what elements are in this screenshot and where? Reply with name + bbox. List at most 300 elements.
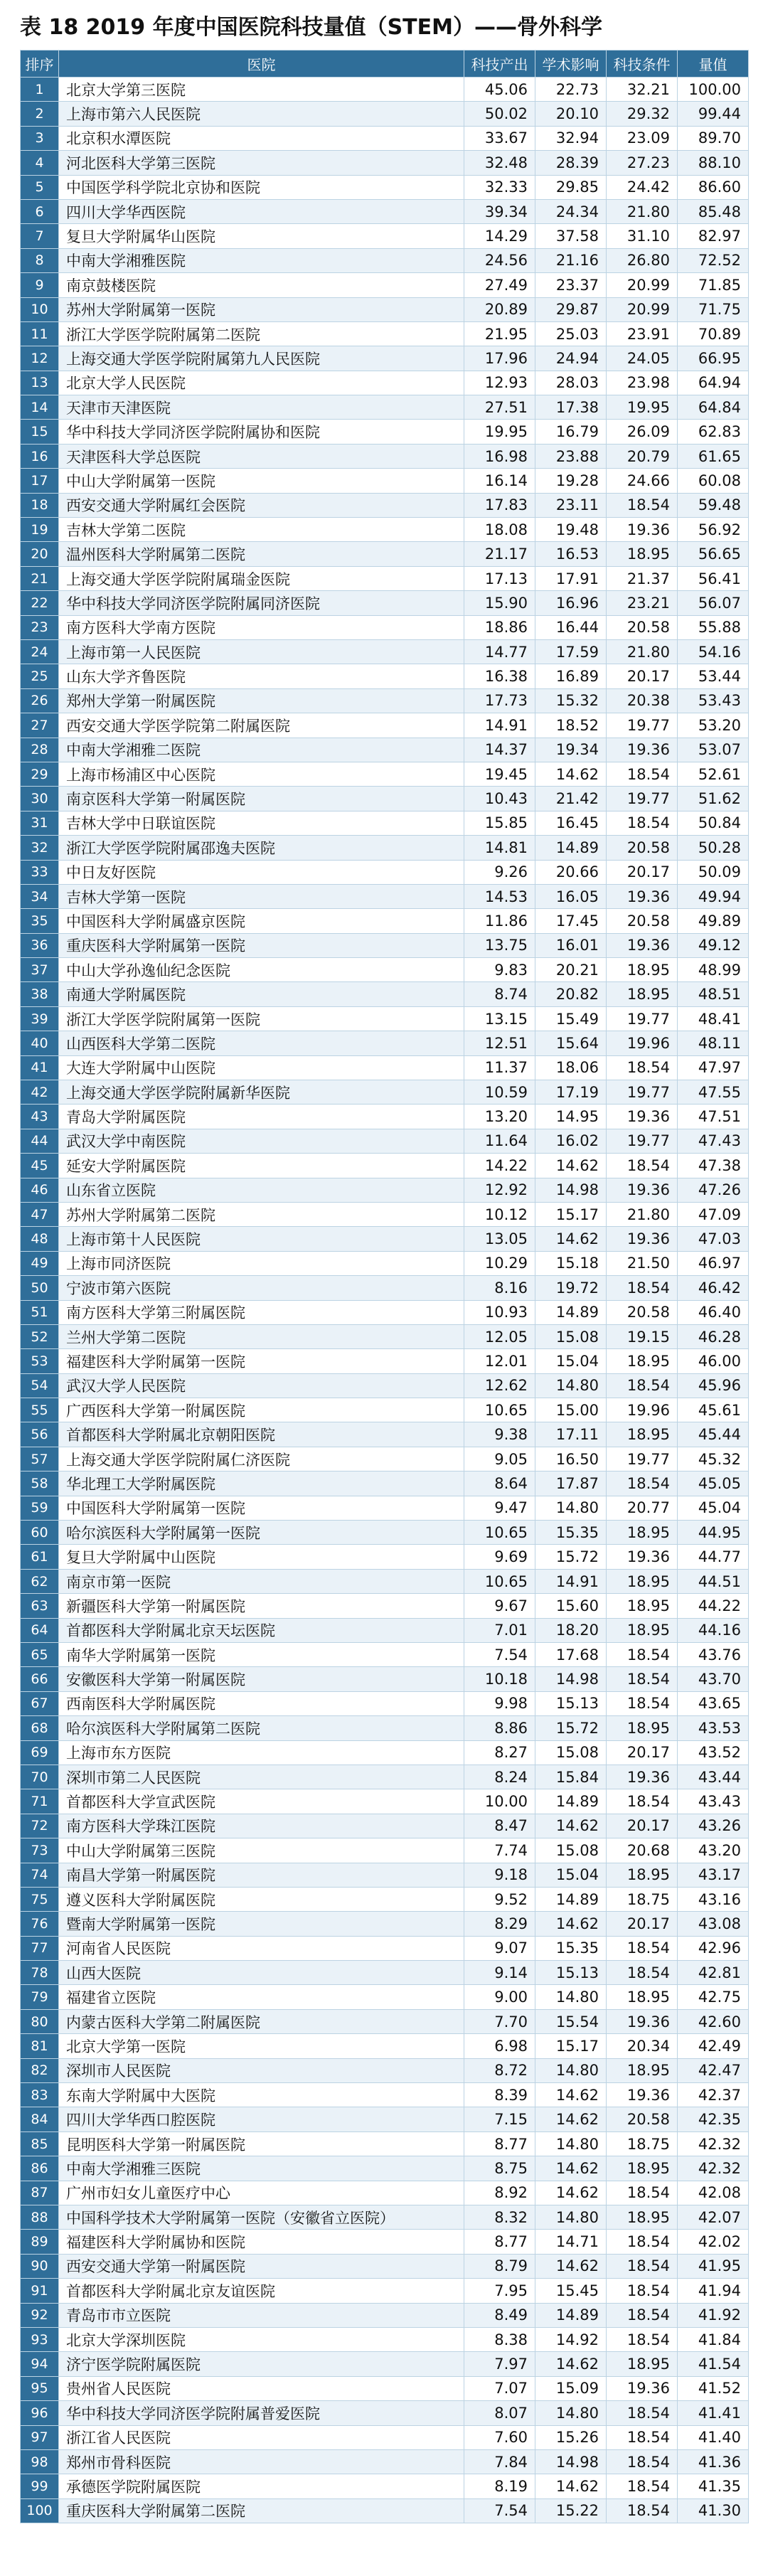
output-cell: 12.62 <box>464 1373 535 1398</box>
condition-cell: 18.54 <box>607 1643 678 1667</box>
rank-cell: 59 <box>21 1496 59 1520</box>
rank-cell: 49 <box>21 1251 59 1275</box>
condition-cell: 20.68 <box>607 1838 678 1863</box>
hospital-cell: 南方医科大学南方医院 <box>59 615 464 639</box>
hospital-cell: 西南医科大学附属医院 <box>59 1691 464 1715</box>
hospital-cell: 深圳市人民医院 <box>59 2058 464 2082</box>
rank-cell: 83 <box>21 2083 59 2107</box>
rank-cell: 2 <box>21 102 59 126</box>
output-cell: 10.65 <box>464 1521 535 1545</box>
hospital-cell: 重庆医科大学附属第二医院 <box>59 2498 464 2523</box>
impact-cell: 15.08 <box>535 1740 607 1765</box>
impact-cell: 25.03 <box>535 321 607 346</box>
hospital-cell: 青岛大学附属医院 <box>59 1105 464 1129</box>
output-cell: 7.54 <box>464 2498 535 2523</box>
condition-cell: 20.58 <box>607 615 678 639</box>
condition-cell: 18.54 <box>607 2449 678 2474</box>
table-row <box>21 175 749 199</box>
table-row <box>21 2181 749 2205</box>
table-row <box>21 1765 749 1789</box>
hospital-cell: 吉林大学第二医院 <box>59 518 464 542</box>
score-cell: 41.54 <box>678 2352 749 2376</box>
output-cell: 17.96 <box>464 346 535 371</box>
impact-cell: 14.89 <box>535 836 607 860</box>
output-cell: 12.01 <box>464 1349 535 1373</box>
score-cell: 51.62 <box>678 787 749 811</box>
hospital-cell: 浙江省人民医院 <box>59 2425 464 2449</box>
rank-cell: 18 <box>21 493 59 517</box>
table-row <box>21 1422 749 1447</box>
score-cell: 49.89 <box>678 909 749 933</box>
hospital-cell: 上海市东方医院 <box>59 1740 464 1765</box>
rank-cell: 76 <box>21 1912 59 1936</box>
score-cell: 49.94 <box>678 884 749 908</box>
output-cell: 27.51 <box>464 395 535 420</box>
impact-cell: 19.48 <box>535 518 607 542</box>
condition-cell: 23.98 <box>607 371 678 395</box>
rank-cell: 10 <box>21 297 59 321</box>
hospital-cell: 北京大学人民医院 <box>59 371 464 395</box>
score-cell: 46.40 <box>678 1300 749 1324</box>
table-row <box>21 1373 749 1398</box>
impact-cell: 15.18 <box>535 1251 607 1275</box>
output-cell: 20.89 <box>464 297 535 321</box>
score-cell: 41.35 <box>678 2474 749 2498</box>
output-cell: 14.91 <box>464 713 535 738</box>
table-row <box>21 469 749 493</box>
hospital-cell: 中南大学湘雅二医院 <box>59 738 464 762</box>
output-cell: 8.49 <box>464 2303 535 2327</box>
output-cell: 7.74 <box>464 1838 535 1863</box>
rank-cell: 37 <box>21 958 59 982</box>
score-cell: 53.20 <box>678 713 749 738</box>
rank-cell: 80 <box>21 2009 59 2033</box>
table-row <box>21 518 749 542</box>
output-cell: 32.48 <box>464 151 535 175</box>
score-cell: 85.48 <box>678 199 749 223</box>
score-cell: 45.32 <box>678 1447 749 1471</box>
output-cell: 10.29 <box>464 1251 535 1275</box>
rank-cell: 7 <box>21 224 59 248</box>
output-cell: 8.64 <box>464 1471 535 1496</box>
output-cell: 9.14 <box>464 1961 535 1985</box>
score-cell: 54.16 <box>678 639 749 664</box>
rank-cell: 77 <box>21 1936 59 1960</box>
output-cell: 6.98 <box>464 2034 535 2058</box>
condition-cell: 20.17 <box>607 1814 678 1838</box>
condition-cell: 18.95 <box>607 1569 678 1593</box>
table-row <box>21 2107 749 2131</box>
ranking-table <box>20 50 749 2523</box>
score-cell: 64.94 <box>678 371 749 395</box>
rank-cell: 78 <box>21 1961 59 1985</box>
score-cell: 46.00 <box>678 1349 749 1373</box>
table-row <box>21 1618 749 1642</box>
rank-cell: 19 <box>21 518 59 542</box>
output-cell: 9.00 <box>464 1985 535 2009</box>
condition-cell: 20.58 <box>607 836 678 860</box>
rank-cell: 39 <box>21 1006 59 1031</box>
table-row <box>21 566 749 590</box>
output-cell: 12.92 <box>464 1178 535 1202</box>
score-cell: 47.26 <box>678 1178 749 1202</box>
hospital-cell: 华中科技大学同济医学院附属普爱医院 <box>59 2401 464 2425</box>
condition-cell: 19.36 <box>607 933 678 957</box>
rank-cell: 45 <box>21 1154 59 1178</box>
score-cell: 47.38 <box>678 1154 749 1178</box>
hospital-cell: 内蒙古医科大学第二附属医院 <box>59 2009 464 2033</box>
output-cell: 14.77 <box>464 639 535 664</box>
hospital-cell: 山东省立医院 <box>59 1178 464 1202</box>
table-row <box>21 248 749 272</box>
condition-cell: 18.54 <box>607 1055 678 1080</box>
condition-cell: 18.95 <box>607 982 678 1006</box>
output-cell: 7.97 <box>464 2352 535 2376</box>
output-cell: 14.37 <box>464 738 535 762</box>
condition-cell: 18.95 <box>607 958 678 982</box>
impact-cell: 16.45 <box>535 811 607 835</box>
score-cell: 43.08 <box>678 1912 749 1936</box>
condition-cell: 18.95 <box>607 1521 678 1545</box>
rank-cell: 15 <box>21 420 59 444</box>
condition-cell: 21.80 <box>607 639 678 664</box>
rank-cell: 25 <box>21 664 59 688</box>
table-row <box>21 1055 749 1080</box>
hospital-cell: 首都医科大学宣武医院 <box>59 1789 464 1814</box>
score-cell: 41.52 <box>678 2376 749 2400</box>
impact-cell: 14.62 <box>535 2181 607 2205</box>
impact-cell: 15.64 <box>535 1031 607 1055</box>
table-row <box>21 371 749 395</box>
table-row <box>21 444 749 468</box>
impact-cell: 24.94 <box>535 346 607 371</box>
hospital-cell: 中国医科大学附属第一医院 <box>59 1496 464 1520</box>
output-cell: 8.27 <box>464 1740 535 1765</box>
score-cell: 53.07 <box>678 738 749 762</box>
rank-cell: 100 <box>21 2498 59 2523</box>
score-cell: 71.75 <box>678 297 749 321</box>
score-cell: 49.12 <box>678 933 749 957</box>
score-cell: 41.84 <box>678 2327 749 2351</box>
condition-cell: 19.77 <box>607 787 678 811</box>
impact-cell: 14.89 <box>535 1789 607 1814</box>
rank-cell: 22 <box>21 591 59 615</box>
impact-cell: 16.44 <box>535 615 607 639</box>
rank-cell: 51 <box>21 1300 59 1324</box>
output-cell: 24.56 <box>464 248 535 272</box>
output-cell: 8.75 <box>464 2156 535 2181</box>
output-cell: 11.37 <box>464 1055 535 1080</box>
hospital-cell: 北京积水潭医院 <box>59 126 464 150</box>
output-cell: 11.86 <box>464 909 535 933</box>
score-cell: 53.44 <box>678 664 749 688</box>
score-cell: 86.60 <box>678 175 749 199</box>
output-cell: 9.52 <box>464 1887 535 1911</box>
rank-cell: 36 <box>21 933 59 957</box>
impact-cell: 14.62 <box>535 1814 607 1838</box>
rank-cell: 54 <box>21 1373 59 1398</box>
rank-cell: 65 <box>21 1643 59 1667</box>
score-cell: 47.43 <box>678 1129 749 1153</box>
hospital-cell: 哈尔滨医科大学附属第一医院 <box>59 1521 464 1545</box>
impact-cell: 15.17 <box>535 1202 607 1226</box>
condition-cell: 23.09 <box>607 126 678 150</box>
impact-cell: 20.10 <box>535 102 607 126</box>
condition-cell: 18.54 <box>607 493 678 517</box>
rank-cell: 23 <box>21 615 59 639</box>
impact-cell: 14.80 <box>535 1496 607 1520</box>
rank-cell: 20 <box>21 542 59 566</box>
impact-cell: 22.73 <box>535 78 607 102</box>
hospital-cell: 南通大学附属医院 <box>59 982 464 1006</box>
impact-cell: 16.53 <box>535 542 607 566</box>
impact-cell: 15.72 <box>535 1545 607 1569</box>
hospital-cell: 天津医科大学总医院 <box>59 444 464 468</box>
table-row <box>21 1006 749 1031</box>
impact-cell: 14.91 <box>535 1569 607 1593</box>
output-cell: 32.33 <box>464 175 535 199</box>
hospital-cell: 中国医科大学附属盛京医院 <box>59 909 464 933</box>
hospital-cell: 深圳市第二人民医院 <box>59 1765 464 1789</box>
score-cell: 52.61 <box>678 762 749 786</box>
condition-cell: 18.54 <box>607 1961 678 1985</box>
table-row <box>21 1985 749 2009</box>
rank-cell: 21 <box>21 566 59 590</box>
table-row <box>21 1471 749 1496</box>
condition-cell: 19.95 <box>607 395 678 420</box>
table-row <box>21 1300 749 1324</box>
hospital-cell: 温州医科大学附属第二医院 <box>59 542 464 566</box>
table-row <box>21 1496 749 1520</box>
table-row <box>21 982 749 1006</box>
hospital-cell: 复旦大学附属中山医院 <box>59 1545 464 1569</box>
condition-cell: 18.54 <box>607 2181 678 2205</box>
table-row <box>21 1863 749 1887</box>
impact-cell: 14.80 <box>535 2205 607 2229</box>
output-cell: 8.32 <box>464 2205 535 2229</box>
hospital-cell: 山西大医院 <box>59 1961 464 1985</box>
impact-cell: 14.89 <box>535 1300 607 1324</box>
condition-cell: 20.58 <box>607 1300 678 1324</box>
score-cell: 47.03 <box>678 1227 749 1251</box>
rank-cell: 69 <box>21 1740 59 1765</box>
score-cell: 42.47 <box>678 2058 749 2082</box>
impact-cell: 15.45 <box>535 2279 607 2303</box>
rank-cell: 24 <box>21 639 59 664</box>
table-row <box>21 2009 749 2033</box>
table-row <box>21 1105 749 1129</box>
hospital-cell: 中日友好医院 <box>59 860 464 884</box>
score-cell: 89.70 <box>678 126 749 150</box>
rank-cell: 71 <box>21 1789 59 1814</box>
condition-cell: 18.54 <box>607 2303 678 2327</box>
table-row <box>21 1545 749 1569</box>
impact-cell: 15.04 <box>535 1863 607 1887</box>
output-cell: 33.67 <box>464 126 535 150</box>
condition-cell: 19.77 <box>607 713 678 738</box>
score-cell: 45.05 <box>678 1471 749 1496</box>
table-row <box>21 1838 749 1863</box>
rank-cell: 52 <box>21 1324 59 1348</box>
output-cell: 9.47 <box>464 1496 535 1520</box>
hospital-cell: 郑州大学第一附属医院 <box>59 688 464 713</box>
table-row <box>21 2058 749 2082</box>
output-cell: 8.79 <box>464 2254 535 2278</box>
impact-cell: 14.62 <box>535 1912 607 1936</box>
output-cell: 7.70 <box>464 2009 535 2033</box>
table-row <box>21 811 749 835</box>
hospital-cell: 中国医学科学院北京协和医院 <box>59 175 464 199</box>
table-row <box>21 542 749 566</box>
condition-cell: 18.54 <box>607 1667 678 1691</box>
table-row <box>21 224 749 248</box>
output-cell: 8.39 <box>464 2083 535 2107</box>
hospital-cell: 中山大学附属第三医院 <box>59 1838 464 1863</box>
score-cell: 41.41 <box>678 2401 749 2425</box>
impact-cell: 23.88 <box>535 444 607 468</box>
score-cell: 44.95 <box>678 1521 749 1545</box>
score-cell: 42.49 <box>678 2034 749 2058</box>
score-cell: 45.44 <box>678 1422 749 1447</box>
condition-cell: 19.36 <box>607 884 678 908</box>
table-row <box>21 1740 749 1765</box>
condition-cell: 18.95 <box>607 1863 678 1887</box>
condition-cell: 20.34 <box>607 2034 678 2058</box>
score-cell: 46.42 <box>678 1276 749 1300</box>
score-cell: 61.65 <box>678 444 749 468</box>
rank-cell: 11 <box>21 321 59 346</box>
output-cell: 12.05 <box>464 1324 535 1348</box>
rank-cell: 64 <box>21 1618 59 1642</box>
output-cell: 10.65 <box>464 1569 535 1593</box>
output-cell: 9.83 <box>464 958 535 982</box>
output-cell: 8.38 <box>464 2327 535 2351</box>
table-row <box>21 1594 749 1618</box>
condition-cell: 20.17 <box>607 664 678 688</box>
table-row <box>21 1251 749 1275</box>
header-score: 量值 <box>678 50 749 78</box>
output-cell: 15.85 <box>464 811 535 835</box>
impact-cell: 18.52 <box>535 713 607 738</box>
rank-cell: 62 <box>21 1569 59 1593</box>
table-row <box>21 151 749 175</box>
table-row <box>21 1227 749 1251</box>
score-cell: 43.76 <box>678 1643 749 1667</box>
impact-cell: 17.59 <box>535 639 607 664</box>
output-cell: 14.81 <box>464 836 535 860</box>
condition-cell: 18.95 <box>607 1716 678 1740</box>
score-cell: 43.17 <box>678 1863 749 1887</box>
rank-cell: 8 <box>21 248 59 272</box>
hospital-cell: 四川大学华西医院 <box>59 199 464 223</box>
hospital-cell: 山西医科大学第二医院 <box>59 1031 464 1055</box>
score-cell: 47.51 <box>678 1105 749 1129</box>
hospital-cell: 北京大学第一医院 <box>59 2034 464 2058</box>
condition-cell: 26.80 <box>607 248 678 272</box>
table-row <box>21 2156 749 2181</box>
rank-cell: 47 <box>21 1202 59 1226</box>
hospital-cell: 华北理工大学附属医院 <box>59 1471 464 1496</box>
output-cell: 9.18 <box>464 1863 535 1887</box>
rank-cell: 68 <box>21 1716 59 1740</box>
hospital-cell: 华中科技大学同济医学院附属同济医院 <box>59 591 464 615</box>
score-cell: 55.88 <box>678 615 749 639</box>
output-cell: 11.64 <box>464 1129 535 1153</box>
hospital-cell: 兰州大学第二医院 <box>59 1324 464 1348</box>
output-cell: 10.12 <box>464 1202 535 1226</box>
hospital-cell: 浙江大学医学院附属邵逸夫医院 <box>59 836 464 860</box>
score-cell: 56.41 <box>678 566 749 590</box>
rank-cell: 33 <box>21 860 59 884</box>
hospital-cell: 南京鼓楼医院 <box>59 273 464 297</box>
hospital-cell: 武汉大学中南医院 <box>59 1129 464 1153</box>
output-cell: 21.95 <box>464 321 535 346</box>
table-row <box>21 1936 749 1960</box>
output-cell: 7.95 <box>464 2279 535 2303</box>
hospital-cell: 上海交通大学医学院附属瑞金医院 <box>59 566 464 590</box>
table-row <box>21 1178 749 1202</box>
rank-cell: 82 <box>21 2058 59 2082</box>
rank-cell: 32 <box>21 836 59 860</box>
table-row <box>21 2498 749 2523</box>
hospital-cell: 首都医科大学附属北京友谊医院 <box>59 2279 464 2303</box>
rank-cell: 50 <box>21 1276 59 1300</box>
impact-cell: 15.60 <box>535 1594 607 1618</box>
score-cell: 56.65 <box>678 542 749 566</box>
output-cell: 8.77 <box>464 2131 535 2156</box>
condition-cell: 19.36 <box>607 1765 678 1789</box>
rank-cell: 63 <box>21 1594 59 1618</box>
score-cell: 43.52 <box>678 1740 749 1765</box>
condition-cell: 19.36 <box>607 1178 678 1202</box>
table-row <box>21 199 749 223</box>
output-cell: 13.75 <box>464 933 535 957</box>
impact-cell: 14.62 <box>535 2254 607 2278</box>
rank-cell: 93 <box>21 2327 59 2351</box>
output-cell: 9.98 <box>464 1691 535 1715</box>
impact-cell: 24.34 <box>535 199 607 223</box>
output-cell: 19.95 <box>464 420 535 444</box>
rank-cell: 79 <box>21 1985 59 2009</box>
rank-cell: 86 <box>21 2156 59 2181</box>
condition-cell: 18.95 <box>607 1985 678 2009</box>
rank-cell: 13 <box>21 371 59 395</box>
hospital-cell: 西安交通大学附属红会医院 <box>59 493 464 517</box>
table-row <box>21 762 749 786</box>
condition-cell: 29.32 <box>607 102 678 126</box>
condition-cell: 18.95 <box>607 2205 678 2229</box>
score-cell: 50.84 <box>678 811 749 835</box>
impact-cell: 17.11 <box>535 1422 607 1447</box>
hospital-cell: 上海市杨浦区中心医院 <box>59 762 464 786</box>
score-cell: 42.32 <box>678 2156 749 2181</box>
hospital-cell: 苏州大学附属第二医院 <box>59 1202 464 1226</box>
hospital-cell: 广州市妇女儿童医疗中心 <box>59 2181 464 2205</box>
score-cell: 43.43 <box>678 1789 749 1814</box>
hospital-cell: 广西医科大学第一附属医院 <box>59 1398 464 1422</box>
impact-cell: 21.16 <box>535 248 607 272</box>
condition-cell: 19.15 <box>607 1324 678 1348</box>
score-cell: 43.65 <box>678 1691 749 1715</box>
table-row <box>21 1276 749 1300</box>
hospital-cell: 北京大学第三医院 <box>59 78 464 102</box>
impact-cell: 16.89 <box>535 664 607 688</box>
hospital-cell: 中山大学孙逸仙纪念医院 <box>59 958 464 982</box>
condition-cell: 18.54 <box>607 1471 678 1496</box>
output-cell: 10.00 <box>464 1789 535 1814</box>
hospital-cell: 南方医科大学第三附属医院 <box>59 1300 464 1324</box>
hospital-cell: 福建医科大学附属协和医院 <box>59 2230 464 2254</box>
